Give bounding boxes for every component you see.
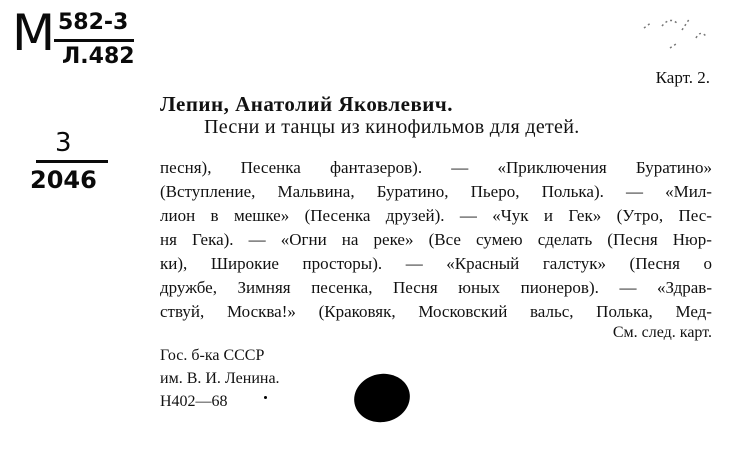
work-title: Песни и танцы из кинофильмов для детей. [204,116,580,138]
contents-word: (Песня [629,254,680,273]
contents-word: Мед- [675,302,712,321]
contents-word: в [210,206,219,225]
contents-word: ствуй, [160,302,205,321]
contents-word: «Красный [446,254,520,273]
contents-word: «Чук [492,206,529,225]
inventory-top: 3 [55,128,72,158]
contents-word: — [619,278,637,297]
library-line: Гос. б-ка СССР [160,347,265,364]
contents-word: мешке» [233,206,290,225]
contents-word: — [451,158,469,177]
contents-word: юных [458,278,501,297]
inventory-rule [36,160,108,163]
contents-line [160,276,712,300]
contents-word: песенка, [311,278,373,297]
inventory-bottom: 2046 [30,166,97,194]
contents-word: Зимняя [237,278,291,297]
contents-word: — [248,230,266,249]
contents-word: ки), [160,254,188,273]
contents-word: Пьеро, [470,182,520,201]
contents-word: (Песенка [304,206,371,225]
contents-line [160,180,712,204]
contents-word: ня [160,230,177,249]
contents-word: «Огни [280,230,327,249]
contents-word: Полька, [596,302,653,321]
contents-word: Московский [418,302,508,321]
contents-word: — [625,182,643,201]
contents-word: просторы). [302,254,383,273]
contents-word: (Песня [607,230,658,249]
shelfmark-letter: М [12,4,54,62]
contents-word: друзей). [385,206,445,225]
contents-word: Полька). [541,182,604,201]
contents-word: Нюр- [672,230,712,249]
contents-word: фантазеров). [330,158,423,177]
contents-word: о [703,254,712,273]
contents-word: Москва!» [226,302,296,321]
card-number: Карт. 2. [655,68,710,87]
pencil-mark [640,8,720,58]
contents-word: Гек» [568,206,602,225]
continuation-note: См. след. карт. [612,324,712,341]
contents-word: Буратино, [376,182,449,201]
contents-word: (Все [428,230,461,249]
card-code: Н402—68 [160,393,228,410]
contents-word: Пес- [678,206,712,225]
contents-word: «Приключения [497,158,607,177]
punch-hole [350,369,415,428]
contents-word: — [405,254,423,273]
author-heading: Лепин, Анатолий Яковлевич. [160,92,454,116]
contents-word: «Здрав- [657,278,712,297]
contents-line [160,300,712,324]
contents-word: песня), [160,158,212,177]
ink-speck [264,396,267,399]
library-imprint [160,344,280,413]
contents-word: реке» [373,230,414,249]
contents-word: на [341,230,359,249]
contents-word: «Мил- [665,182,712,201]
contents-word: галстук» [542,254,606,273]
contents-word: Мальвина, [277,182,355,201]
contents-word: Широкие [210,254,279,273]
contents-line [160,252,712,276]
contents-word: вальс, [529,302,574,321]
shelfmark-sub: Л.482 [62,44,135,69]
contents-word: (Вступление, [160,182,256,201]
contents-line [160,228,712,252]
contents-word: лион [160,206,196,225]
contents-word: и [543,206,553,225]
contents-line [160,156,712,180]
contents-word: сделать [537,230,593,249]
contents-word: (Утро, [616,206,664,225]
library-name-line: им. В. И. Ленина. [160,370,280,387]
contents-word: Буратино» [635,158,712,177]
shelfmark-number: 582-3 [58,10,129,35]
contents-word: (Краковяк, [318,302,396,321]
contents-word: Песня [393,278,438,297]
contents-line [160,204,712,228]
contents-word: Песенка [240,158,301,177]
contents-word: Гека). [192,230,234,249]
contents-word: сумею [475,230,523,249]
contents-word: — [459,206,477,225]
contents-word: пионеров). [520,278,599,297]
contents-word: дружбе, [160,278,217,297]
shelfmark-rule [54,39,134,42]
contents-list [160,156,712,324]
